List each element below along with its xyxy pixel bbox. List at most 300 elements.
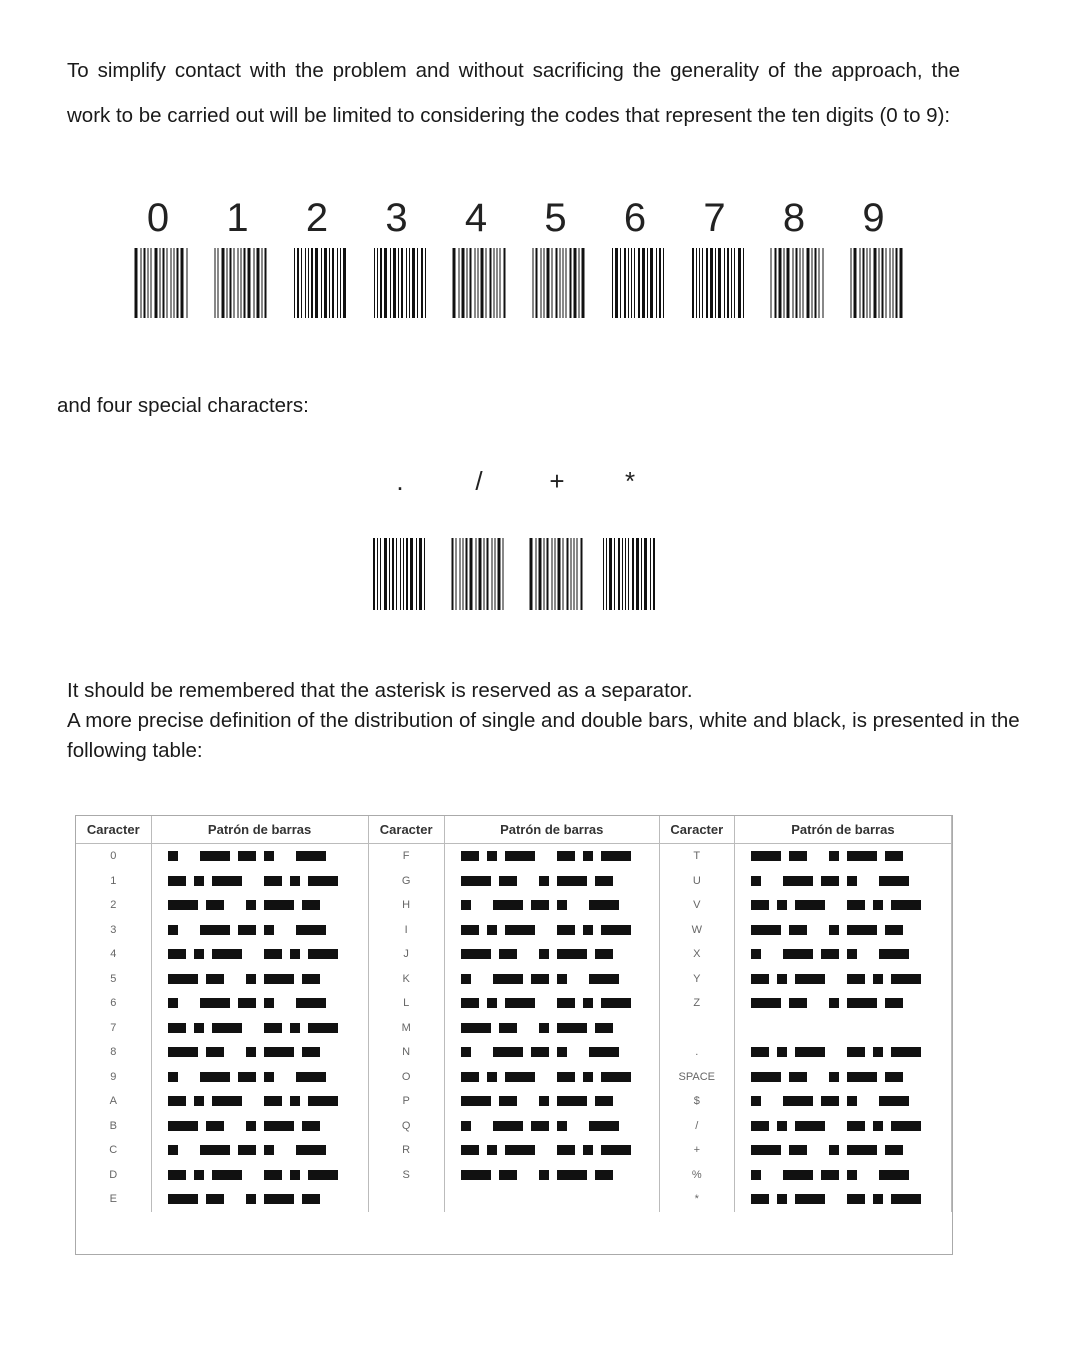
pattern-mark xyxy=(557,925,575,935)
bar xyxy=(543,248,544,318)
digit-glyph: 2 xyxy=(305,196,329,240)
pattern-cell xyxy=(444,1114,659,1139)
character-cell: M xyxy=(368,1016,444,1041)
pattern-mark xyxy=(783,876,813,886)
pattern-mark xyxy=(212,949,242,959)
bar xyxy=(160,248,161,318)
pattern-cell xyxy=(734,1114,951,1139)
pattern-mark xyxy=(505,1145,535,1155)
header-character: Caracter xyxy=(368,816,444,844)
pattern-mark xyxy=(601,1145,631,1155)
special-glyph: * xyxy=(624,466,636,496)
bar xyxy=(478,248,479,318)
pattern-mark xyxy=(290,1096,300,1106)
pattern-mark xyxy=(847,949,857,959)
pattern-mark xyxy=(601,925,631,935)
pattern-cell xyxy=(151,1040,368,1065)
character-cell: L xyxy=(368,991,444,1016)
bar xyxy=(624,248,626,318)
bar xyxy=(396,538,397,610)
bar xyxy=(264,248,266,318)
character-cell: X xyxy=(659,942,734,967)
pattern-mark xyxy=(583,1072,593,1082)
bar xyxy=(718,248,721,318)
pattern-mark xyxy=(264,1145,274,1155)
bar xyxy=(606,538,607,610)
pattern-mark xyxy=(499,1023,517,1033)
pattern-mark xyxy=(461,876,491,886)
pattern-mark xyxy=(168,1121,198,1131)
character-cell: J xyxy=(368,942,444,967)
pattern-cell xyxy=(444,1187,659,1212)
bar xyxy=(574,538,575,610)
table-row xyxy=(76,1065,952,1090)
bar xyxy=(644,538,647,610)
pattern-mark xyxy=(200,851,230,861)
bar xyxy=(544,538,545,610)
pattern-mark xyxy=(595,949,613,959)
bar xyxy=(850,248,851,318)
table-row xyxy=(76,844,952,869)
bar xyxy=(373,538,375,610)
bar xyxy=(294,248,295,318)
bar xyxy=(889,248,890,318)
pattern-mark xyxy=(557,851,575,861)
bar xyxy=(653,538,655,610)
pattern-mark xyxy=(821,949,839,959)
pattern-mark xyxy=(308,1096,338,1106)
bar xyxy=(247,248,250,318)
pattern-mark xyxy=(461,998,479,1008)
barcode xyxy=(692,248,746,318)
pattern-mark xyxy=(461,949,491,959)
bar xyxy=(562,248,563,318)
pattern-mark xyxy=(557,974,567,984)
digit-glyph: 7 xyxy=(703,196,726,240)
pattern-cell xyxy=(734,1040,951,1065)
barcode-pattern-table xyxy=(75,815,953,1255)
pattern-mark xyxy=(168,1194,198,1204)
pattern-mark xyxy=(461,974,471,984)
pattern-cell xyxy=(444,918,659,943)
pattern-mark xyxy=(557,900,567,910)
table-row xyxy=(76,942,952,967)
bar xyxy=(481,248,484,318)
pattern-mark xyxy=(505,925,535,935)
bar xyxy=(796,248,798,318)
digit-barcodes xyxy=(0,196,1080,336)
pattern-mark xyxy=(751,1096,761,1106)
pattern-mark xyxy=(296,1145,326,1155)
pattern-mark xyxy=(829,925,839,935)
pattern-mark xyxy=(206,900,224,910)
barcode xyxy=(452,538,507,610)
pattern-mark xyxy=(795,1121,825,1131)
bar xyxy=(866,248,867,318)
pattern-mark xyxy=(885,1072,903,1082)
bar xyxy=(535,248,537,318)
pattern-mark xyxy=(847,900,865,910)
pattern-mark xyxy=(264,1170,282,1180)
pattern-mark xyxy=(302,900,320,910)
bar xyxy=(530,538,533,610)
pattern-mark xyxy=(557,1121,567,1131)
bar xyxy=(174,248,175,318)
pattern-mark xyxy=(168,876,186,886)
pattern-mark xyxy=(795,900,825,910)
bar xyxy=(631,248,632,318)
bar xyxy=(308,248,309,318)
bar xyxy=(862,248,864,318)
pattern-mark xyxy=(168,900,198,910)
pattern-cell xyxy=(151,942,368,967)
pattern-cell xyxy=(151,1089,368,1114)
bar xyxy=(625,538,626,610)
bar xyxy=(167,248,168,318)
bar xyxy=(421,248,423,318)
bar xyxy=(226,248,227,318)
pattern-mark xyxy=(296,925,326,935)
bar xyxy=(177,248,179,318)
pattern-mark xyxy=(583,998,593,1008)
character-cell: A xyxy=(76,1089,151,1114)
pattern-mark xyxy=(168,1170,186,1180)
pattern-mark xyxy=(583,925,593,935)
pattern-mark xyxy=(264,1096,282,1106)
bar xyxy=(495,538,496,610)
pattern-mark xyxy=(461,1121,471,1131)
character-cell: D xyxy=(76,1163,151,1188)
digit-glyph: 0 xyxy=(146,196,170,240)
character-cell: % xyxy=(659,1163,734,1188)
pattern-mark xyxy=(777,974,787,984)
pattern-mark xyxy=(891,1194,921,1204)
pattern-mark xyxy=(557,998,575,1008)
bar xyxy=(659,248,661,318)
pattern-mark xyxy=(873,1121,883,1131)
bar xyxy=(221,248,224,318)
pattern-mark xyxy=(539,876,549,886)
pattern-cell xyxy=(151,844,368,869)
pattern-mark xyxy=(246,974,256,984)
pattern-mark xyxy=(891,1121,921,1131)
pattern-cell xyxy=(734,967,951,992)
pattern-cell xyxy=(734,893,951,918)
pattern-mark xyxy=(505,998,535,1008)
pattern-cell xyxy=(734,1016,951,1041)
pattern-mark xyxy=(795,974,825,984)
bar xyxy=(467,248,468,318)
barcode xyxy=(214,248,269,318)
bar xyxy=(699,248,700,318)
bar xyxy=(340,248,341,318)
pattern-mark xyxy=(539,1023,549,1033)
pattern-mark xyxy=(194,1170,204,1180)
pattern-mark xyxy=(212,1023,242,1033)
bar xyxy=(547,538,549,610)
pattern-mark xyxy=(885,925,903,935)
pattern-mark xyxy=(168,1023,186,1033)
pattern-mark xyxy=(499,1096,517,1106)
pattern-mark xyxy=(879,1170,909,1180)
bar xyxy=(873,248,876,318)
character-cell xyxy=(659,1016,734,1041)
pattern-mark xyxy=(194,1096,204,1106)
pattern-cell xyxy=(444,893,659,918)
header-character: Caracter xyxy=(659,816,734,844)
pattern-cell xyxy=(151,1163,368,1188)
barcode xyxy=(532,248,587,318)
bar xyxy=(337,248,338,318)
character-cell: Y xyxy=(659,967,734,992)
character-cell: 7 xyxy=(76,1016,151,1041)
character-cell: 4 xyxy=(76,942,151,967)
pattern-mark xyxy=(461,925,479,935)
bar xyxy=(463,538,464,610)
pattern-mark xyxy=(885,851,903,861)
pattern-mark xyxy=(308,949,338,959)
bar xyxy=(812,248,813,318)
table-row xyxy=(76,918,952,943)
bar xyxy=(578,248,579,318)
bar xyxy=(253,248,254,318)
character-cell: O xyxy=(368,1065,444,1090)
bar xyxy=(470,248,472,318)
bar xyxy=(459,248,460,318)
pattern-mark xyxy=(891,974,921,984)
character-cell: 2 xyxy=(76,893,151,918)
bar xyxy=(727,248,729,318)
pattern-cell xyxy=(151,893,368,918)
character-cell: 6 xyxy=(76,991,151,1016)
pattern-mark xyxy=(531,900,549,910)
bar xyxy=(620,248,621,318)
barcode xyxy=(612,248,666,318)
pattern-mark xyxy=(246,1121,256,1131)
bar xyxy=(380,248,382,318)
bar xyxy=(815,248,817,318)
bar xyxy=(217,248,218,318)
barcode xyxy=(603,538,657,610)
bar xyxy=(148,248,149,318)
bar xyxy=(406,538,408,610)
bar xyxy=(638,248,640,318)
bar xyxy=(390,248,391,318)
pattern-mark xyxy=(847,851,877,861)
pattern-mark xyxy=(308,876,338,886)
bar xyxy=(490,248,492,318)
bar xyxy=(555,248,557,318)
bar xyxy=(800,248,801,318)
bar xyxy=(329,248,330,318)
bar xyxy=(233,248,234,318)
digit-glyph: 4 xyxy=(464,196,488,240)
character-cell: E xyxy=(76,1187,151,1212)
pattern-mark xyxy=(783,1096,813,1106)
digit-glyph: 9 xyxy=(862,196,885,240)
character-cell: $ xyxy=(659,1089,734,1114)
bar xyxy=(324,248,327,318)
bar xyxy=(581,538,583,610)
character-cell: / xyxy=(659,1114,734,1139)
bar xyxy=(622,538,623,610)
pattern-mark xyxy=(847,1121,865,1131)
pattern-mark xyxy=(302,1194,320,1204)
bar xyxy=(656,248,657,318)
pattern-mark xyxy=(487,1072,497,1082)
character-cell: R xyxy=(368,1138,444,1163)
bar xyxy=(559,248,560,318)
character-cell: F xyxy=(368,844,444,869)
bar xyxy=(577,538,578,610)
pattern-mark xyxy=(589,1121,619,1131)
pattern-mark xyxy=(212,876,242,886)
table-row xyxy=(76,893,952,918)
pattern-mark xyxy=(461,1023,491,1033)
pattern-mark xyxy=(595,1096,613,1106)
bar xyxy=(181,248,184,318)
pattern-mark xyxy=(847,925,877,935)
pattern-mark xyxy=(168,1047,198,1057)
pattern-mark xyxy=(751,1145,781,1155)
bar xyxy=(552,538,553,610)
bar xyxy=(377,248,378,318)
pattern-mark xyxy=(493,1047,523,1057)
bar xyxy=(163,248,165,318)
bar xyxy=(484,538,485,610)
character-cell: B xyxy=(76,1114,151,1139)
bar xyxy=(416,538,417,610)
pattern-mark xyxy=(505,1072,535,1082)
pattern-mark xyxy=(589,900,619,910)
pattern-mark xyxy=(557,1170,587,1180)
bar xyxy=(504,248,506,318)
bar xyxy=(702,248,703,318)
bar xyxy=(406,248,407,318)
pattern-mark xyxy=(589,974,619,984)
pattern-mark xyxy=(539,949,549,959)
bar xyxy=(377,538,378,610)
pattern-mark xyxy=(168,851,178,861)
special-char-barcodes xyxy=(0,466,1080,616)
character-cell: . xyxy=(659,1040,734,1065)
pattern-mark xyxy=(777,1121,787,1131)
pattern-mark xyxy=(795,1047,825,1057)
pattern-mark xyxy=(487,925,497,935)
pattern-mark xyxy=(200,925,230,935)
bar xyxy=(650,248,653,318)
pattern-mark xyxy=(505,851,535,861)
pattern-cell xyxy=(734,869,951,894)
pattern-mark xyxy=(789,851,807,861)
bar xyxy=(636,538,639,610)
pattern-mark xyxy=(789,998,807,1008)
pattern-mark xyxy=(847,998,877,1008)
pattern-cell xyxy=(151,1138,368,1163)
bar xyxy=(692,248,694,318)
character-cell: V xyxy=(659,893,734,918)
pattern-cell xyxy=(734,942,951,967)
table-row xyxy=(76,967,952,992)
bar xyxy=(618,538,620,610)
bar xyxy=(615,248,618,318)
pattern-mark xyxy=(264,1121,294,1131)
bar xyxy=(398,248,399,318)
pattern-cell xyxy=(151,967,368,992)
bar xyxy=(144,248,146,318)
bar xyxy=(500,248,501,318)
barcode xyxy=(374,248,428,318)
pattern-mark xyxy=(238,851,256,861)
pattern-mark xyxy=(847,1170,857,1180)
pattern-mark xyxy=(557,1096,587,1106)
bar xyxy=(734,248,735,318)
bar xyxy=(738,248,741,318)
pattern-mark xyxy=(264,949,282,959)
bar xyxy=(141,248,142,318)
pattern-mark xyxy=(589,1047,619,1057)
character-cell: + xyxy=(659,1138,734,1163)
character-cell: P xyxy=(368,1089,444,1114)
pattern-mark xyxy=(751,900,769,910)
character-cell: 5 xyxy=(76,967,151,992)
bar xyxy=(487,538,489,610)
bar xyxy=(819,248,820,318)
pattern-cell xyxy=(444,1089,659,1114)
bar xyxy=(853,248,856,318)
character-cell: I xyxy=(368,918,444,943)
pattern-mark xyxy=(200,998,230,1008)
barcode xyxy=(771,248,826,318)
bar xyxy=(470,538,473,610)
pattern-mark xyxy=(847,1096,857,1106)
bar xyxy=(539,538,542,610)
pattern-mark xyxy=(461,1072,479,1082)
pattern-mark xyxy=(783,1170,813,1180)
pattern-mark xyxy=(296,1072,326,1082)
pattern-mark xyxy=(557,949,587,959)
pattern-mark xyxy=(493,974,523,984)
bar xyxy=(453,248,456,318)
bar xyxy=(779,248,782,318)
pattern-mark xyxy=(885,1145,903,1155)
pattern-cell xyxy=(151,1016,368,1041)
pattern-mark xyxy=(539,1170,549,1180)
bar xyxy=(807,248,810,318)
pattern-mark xyxy=(847,1145,877,1155)
bar xyxy=(642,248,645,318)
pattern-mark xyxy=(461,900,471,910)
bar xyxy=(823,248,824,318)
bar xyxy=(400,538,401,610)
bar xyxy=(899,248,902,318)
pattern-mark xyxy=(200,1072,230,1082)
bar xyxy=(628,538,629,610)
bar xyxy=(393,248,396,318)
pattern-mark xyxy=(238,998,256,1008)
pattern-mark xyxy=(499,876,517,886)
pattern-mark xyxy=(873,900,883,910)
pattern-mark xyxy=(200,1145,230,1155)
bar xyxy=(775,248,777,318)
table-row xyxy=(76,1016,952,1041)
bar xyxy=(569,248,571,318)
bar xyxy=(135,248,138,318)
pattern-mark xyxy=(531,974,549,984)
bar xyxy=(343,248,346,318)
pattern-mark xyxy=(168,925,178,935)
table-header-row xyxy=(76,816,952,844)
